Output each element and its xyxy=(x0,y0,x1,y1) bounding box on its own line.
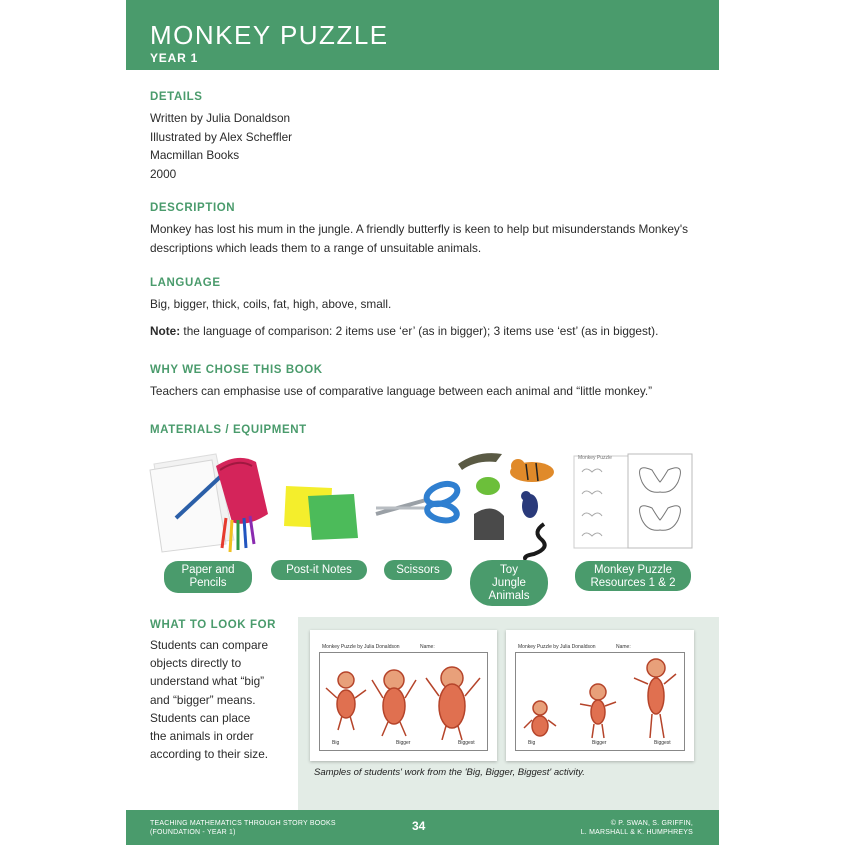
student-worksheet-2 xyxy=(506,630,694,761)
look-for-line: objects directly to xyxy=(150,656,242,671)
footer-book-title xyxy=(150,820,336,837)
paper-and-pencils-illustration xyxy=(146,444,276,556)
resource-sheet-title: Monkey Puzzle xyxy=(578,455,612,461)
materials-section xyxy=(150,424,700,442)
sample-label-big: Big xyxy=(528,740,536,746)
details-line: Illustrated by Alex Scheffler xyxy=(150,129,293,144)
worksheet-title: Monkey Puzzle by Julia Donaldson xyxy=(322,644,400,650)
worksheet-name-label: Name: xyxy=(616,644,631,650)
details-section xyxy=(150,91,700,183)
language-words: Big, bigger, thick, coils, fat, high, above, small. xyxy=(150,297,392,311)
student-worksheet-1 xyxy=(310,630,497,761)
sample-label-bigger: Bigger xyxy=(396,740,411,746)
pill-line: Post-it Notes xyxy=(286,564,352,576)
note-label: Note: xyxy=(150,323,181,338)
sample-label-big: Big xyxy=(332,740,340,746)
materials-pill-post-it-notes xyxy=(271,560,367,580)
materials-heading: MATERIALS / EQUIPMENT xyxy=(150,424,307,436)
pill-line: Animals xyxy=(488,590,530,602)
why-section xyxy=(150,364,700,401)
pill-line: Pencils xyxy=(189,577,227,589)
sample-label-biggest: Biggest xyxy=(458,740,475,746)
footer-copyright xyxy=(581,820,693,837)
footer-line: TEACHING MATHEMATICS THROUGH STORY BOOKS xyxy=(150,820,336,827)
pill-line: Resources 1 & 2 xyxy=(590,577,676,589)
look-for-line: Students can compare xyxy=(150,638,269,652)
look-for-line: according to their size. xyxy=(150,747,269,762)
why-heading: WHY WE CHOSE THIS BOOK xyxy=(150,364,323,376)
sample-label-bigger: Bigger xyxy=(592,740,607,746)
monkey-drawings-2 xyxy=(518,654,682,744)
monkey-puzzle-resources-illustration xyxy=(572,452,694,552)
pill-line: Paper and xyxy=(181,564,235,576)
footer-line: (FOUNDATION - YEAR 1) xyxy=(150,828,236,836)
note-text: the language of comparison: 2 items use ‘er’ (as in bigger); 3 items use ‘est’ (as in biggest). xyxy=(180,323,659,338)
details-heading: DETAILS xyxy=(150,91,203,103)
page-footer xyxy=(126,810,719,845)
what-to-look-for-section xyxy=(150,619,290,763)
pill-line: Jungle xyxy=(492,577,526,589)
worksheet-title: Monkey Puzzle by Julia Donaldson xyxy=(518,644,596,650)
sample-label-biggest: Biggest xyxy=(654,740,671,746)
details-line: Written by Julia Donaldson xyxy=(150,111,291,125)
materials-pill-scissors xyxy=(384,560,452,580)
footer-line: L. MARSHALL & K. HUMPHREYS xyxy=(580,828,693,836)
language-section xyxy=(150,277,700,340)
details-line: Macmillan Books xyxy=(150,148,240,162)
page-title: MONKEY PUZZLE xyxy=(150,20,389,50)
look-for-line: understand what “big” xyxy=(150,674,265,689)
look-for-line: and “bigger” means. xyxy=(150,692,256,707)
toy-jungle-animals-illustration xyxy=(452,444,564,562)
description-section xyxy=(150,202,700,257)
look-for-line: the animals in order xyxy=(150,729,254,744)
worksheet-name-label: Name: xyxy=(420,644,435,650)
samples-caption: Samples of students' work from the 'Big, Bigger, Biggest' activity. xyxy=(314,767,585,778)
look-for-line: Students can place xyxy=(150,710,251,725)
page-number: 34 xyxy=(412,819,426,833)
description-text: Monkey has lost his mum in the jungle. A friendly butterfly is keen to help but misunderstands Monkey's descriptions which leads them to a range of unsuitable animals. xyxy=(150,222,688,255)
language-heading: LANGUAGE xyxy=(150,277,221,289)
post-it-notes-illustration xyxy=(280,482,364,544)
materials-pill-toy-jungle-animals xyxy=(470,560,548,606)
materials-pill-monkey-puzzle-resources xyxy=(575,561,691,591)
details-line: 2000 xyxy=(150,166,177,181)
footer-line: © P. SWAN, S. GRIFFIN, xyxy=(610,820,693,827)
page-subtitle: YEAR 1 xyxy=(150,51,199,65)
pill-line: Toy xyxy=(500,564,518,576)
why-text: Teachers can emphasise use of comparative language between each animal and “little monkey.” xyxy=(150,384,653,398)
pill-line: Monkey Puzzle xyxy=(594,564,672,576)
page xyxy=(126,0,719,845)
page-header xyxy=(126,0,719,70)
description-heading: DESCRIPTION xyxy=(150,202,236,214)
monkey-drawings-1 xyxy=(322,660,486,740)
look-for-heading: WHAT TO LOOK FOR xyxy=(150,619,277,631)
materials-pill-paper-and-pencils xyxy=(164,561,252,593)
language-note xyxy=(150,322,700,341)
pill-line: Scissors xyxy=(396,564,440,576)
